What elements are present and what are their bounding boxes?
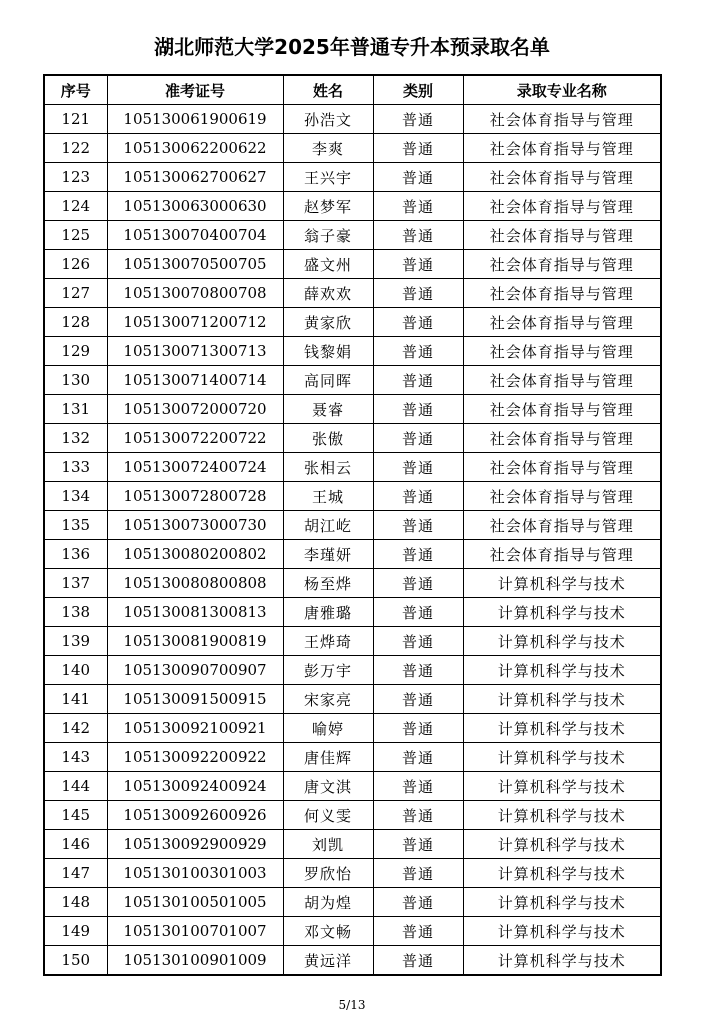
table-row — [44, 250, 661, 279]
cell-major: 计算机科学与技术 — [463, 830, 661, 859]
cell-name: 黄家欣 — [283, 308, 373, 337]
cell-seq: 137 — [44, 569, 107, 598]
cell-seq: 128 — [44, 308, 107, 337]
cell-category: 普通 — [373, 453, 463, 482]
table-row — [44, 453, 661, 482]
table-row — [44, 134, 661, 163]
cell-category: 普通 — [373, 395, 463, 424]
header-seq: 序号 — [44, 75, 107, 105]
cell-name: 赵梦军 — [283, 192, 373, 221]
cell-name: 王兴宇 — [283, 163, 373, 192]
table-row — [44, 627, 661, 656]
cell-major: 社会体育指导与管理 — [463, 337, 661, 366]
cell-seq: 146 — [44, 830, 107, 859]
cell-major: 计算机科学与技术 — [463, 859, 661, 888]
cell-category: 普通 — [373, 366, 463, 395]
cell-category: 普通 — [373, 424, 463, 453]
cell-name: 李瑾妍 — [283, 540, 373, 569]
cell-exam-id: 105130081900819 — [107, 627, 283, 656]
table-row — [44, 830, 661, 859]
table-row — [44, 105, 661, 134]
cell-exam-id: 105130100501005 — [107, 888, 283, 917]
cell-category: 普通 — [373, 830, 463, 859]
table-row — [44, 279, 661, 308]
table-row — [44, 917, 661, 946]
cell-name: 高同晖 — [283, 366, 373, 395]
table-row — [44, 888, 661, 917]
cell-exam-id: 105130070500705 — [107, 250, 283, 279]
cell-category: 普通 — [373, 105, 463, 134]
cell-exam-id: 105130071300713 — [107, 337, 283, 366]
cell-exam-id: 105130071400714 — [107, 366, 283, 395]
cell-seq: 141 — [44, 685, 107, 714]
cell-name: 黄远洋 — [283, 946, 373, 976]
table-row — [44, 337, 661, 366]
cell-major: 社会体育指导与管理 — [463, 192, 661, 221]
table-row — [44, 395, 661, 424]
cell-name: 钱黎娟 — [283, 337, 373, 366]
cell-name: 孙浩文 — [283, 105, 373, 134]
cell-name: 胡江屹 — [283, 511, 373, 540]
cell-exam-id: 105130063000630 — [107, 192, 283, 221]
cell-exam-id: 105130062700627 — [107, 163, 283, 192]
cell-exam-id: 105130062200622 — [107, 134, 283, 163]
cell-category: 普通 — [373, 743, 463, 772]
cell-exam-id: 105130090700907 — [107, 656, 283, 685]
cell-major: 社会体育指导与管理 — [463, 366, 661, 395]
table-row — [44, 801, 661, 830]
cell-seq: 126 — [44, 250, 107, 279]
cell-exam-id: 105130092600926 — [107, 801, 283, 830]
cell-category: 普通 — [373, 540, 463, 569]
cell-exam-id: 105130092100921 — [107, 714, 283, 743]
cell-name: 聂睿 — [283, 395, 373, 424]
cell-major: 社会体育指导与管理 — [463, 250, 661, 279]
cell-exam-id: 105130092900929 — [107, 830, 283, 859]
table-row — [44, 221, 661, 250]
cell-major: 计算机科学与技术 — [463, 569, 661, 598]
cell-major: 计算机科学与技术 — [463, 714, 661, 743]
table-row — [44, 511, 661, 540]
cell-seq: 136 — [44, 540, 107, 569]
cell-exam-id: 105130092200922 — [107, 743, 283, 772]
cell-category: 普通 — [373, 801, 463, 830]
cell-category: 普通 — [373, 192, 463, 221]
table-row — [44, 163, 661, 192]
table-row — [44, 743, 661, 772]
table-row — [44, 366, 661, 395]
admission-table — [43, 74, 662, 976]
cell-exam-id: 105130100901009 — [107, 946, 283, 976]
cell-name: 张相云 — [283, 453, 373, 482]
cell-name: 唐佳辉 — [283, 743, 373, 772]
cell-major: 社会体育指导与管理 — [463, 221, 661, 250]
cell-seq: 143 — [44, 743, 107, 772]
cell-seq: 132 — [44, 424, 107, 453]
header-name: 姓名 — [283, 75, 373, 105]
cell-major: 社会体育指导与管理 — [463, 453, 661, 482]
cell-category: 普通 — [373, 134, 463, 163]
cell-seq: 125 — [44, 221, 107, 250]
header-category: 类别 — [373, 75, 463, 105]
cell-category: 普通 — [373, 772, 463, 801]
document-title: 湖北师范大学2025年普通专升本预录取名单 — [154, 35, 550, 59]
cell-seq: 123 — [44, 163, 107, 192]
cell-name: 唐雅璐 — [283, 598, 373, 627]
cell-name: 罗欣怡 — [283, 859, 373, 888]
cell-major: 社会体育指导与管理 — [463, 134, 661, 163]
cell-name: 盛文州 — [283, 250, 373, 279]
cell-category: 普通 — [373, 482, 463, 511]
cell-exam-id: 105130100301003 — [107, 859, 283, 888]
cell-major: 社会体育指导与管理 — [463, 105, 661, 134]
cell-name: 喻婷 — [283, 714, 373, 743]
table-row — [44, 308, 661, 337]
cell-seq: 129 — [44, 337, 107, 366]
cell-major: 计算机科学与技术 — [463, 627, 661, 656]
cell-major: 计算机科学与技术 — [463, 685, 661, 714]
cell-category: 普通 — [373, 569, 463, 598]
cell-exam-id: 105130072400724 — [107, 453, 283, 482]
cell-seq: 133 — [44, 453, 107, 482]
cell-major: 社会体育指导与管理 — [463, 163, 661, 192]
table-row — [44, 192, 661, 221]
table-row — [44, 685, 661, 714]
table-row — [44, 598, 661, 627]
cell-seq: 131 — [44, 395, 107, 424]
cell-seq: 127 — [44, 279, 107, 308]
cell-seq: 145 — [44, 801, 107, 830]
cell-category: 普通 — [373, 714, 463, 743]
cell-exam-id: 105130073000730 — [107, 511, 283, 540]
cell-major: 计算机科学与技术 — [463, 917, 661, 946]
cell-major: 计算机科学与技术 — [463, 598, 661, 627]
cell-seq: 144 — [44, 772, 107, 801]
cell-major: 社会体育指导与管理 — [463, 482, 661, 511]
cell-name: 李爽 — [283, 134, 373, 163]
cell-major: 计算机科学与技术 — [463, 772, 661, 801]
cell-name: 胡为煌 — [283, 888, 373, 917]
cell-category: 普通 — [373, 656, 463, 685]
cell-exam-id: 105130080800808 — [107, 569, 283, 598]
cell-seq: 140 — [44, 656, 107, 685]
cell-exam-id: 105130081300813 — [107, 598, 283, 627]
cell-major: 社会体育指导与管理 — [463, 511, 661, 540]
cell-name: 宋家亮 — [283, 685, 373, 714]
cell-exam-id: 105130100701007 — [107, 917, 283, 946]
cell-exam-id: 105130071200712 — [107, 308, 283, 337]
table-row — [44, 656, 661, 685]
cell-seq: 121 — [44, 105, 107, 134]
cell-exam-id: 105130070400704 — [107, 221, 283, 250]
header-major: 录取专业名称 — [463, 75, 661, 105]
cell-major: 社会体育指导与管理 — [463, 424, 661, 453]
cell-category: 普通 — [373, 221, 463, 250]
cell-exam-id: 105130072800728 — [107, 482, 283, 511]
cell-name: 王烨琦 — [283, 627, 373, 656]
cell-category: 普通 — [373, 337, 463, 366]
table-row — [44, 569, 661, 598]
page-number: 5/13 — [338, 998, 366, 1012]
table-row — [44, 424, 661, 453]
cell-major: 计算机科学与技术 — [463, 946, 661, 976]
cell-seq: 149 — [44, 917, 107, 946]
header-exam-id: 准考证号 — [107, 75, 283, 105]
cell-category: 普通 — [373, 917, 463, 946]
cell-seq: 138 — [44, 598, 107, 627]
cell-name: 邓文畅 — [283, 917, 373, 946]
cell-exam-id: 105130091500915 — [107, 685, 283, 714]
cell-exam-id: 105130061900619 — [107, 105, 283, 134]
cell-seq: 148 — [44, 888, 107, 917]
cell-exam-id: 105130092400924 — [107, 772, 283, 801]
cell-category: 普通 — [373, 598, 463, 627]
cell-exam-id: 105130080200802 — [107, 540, 283, 569]
cell-category: 普通 — [373, 279, 463, 308]
cell-name: 薛欢欢 — [283, 279, 373, 308]
table-row — [44, 714, 661, 743]
cell-seq: 147 — [44, 859, 107, 888]
cell-name: 刘凯 — [283, 830, 373, 859]
cell-category: 普通 — [373, 308, 463, 337]
cell-seq: 124 — [44, 192, 107, 221]
cell-category: 普通 — [373, 946, 463, 976]
cell-major: 社会体育指导与管理 — [463, 395, 661, 424]
cell-exam-id: 105130070800708 — [107, 279, 283, 308]
cell-seq: 135 — [44, 511, 107, 540]
cell-seq: 130 — [44, 366, 107, 395]
cell-major: 计算机科学与技术 — [463, 656, 661, 685]
cell-name: 彭万宇 — [283, 656, 373, 685]
table-row — [44, 772, 661, 801]
cell-major: 社会体育指导与管理 — [463, 308, 661, 337]
cell-category: 普通 — [373, 685, 463, 714]
cell-category: 普通 — [373, 250, 463, 279]
table-body — [44, 105, 661, 976]
cell-name: 翁子豪 — [283, 221, 373, 250]
cell-major: 计算机科学与技术 — [463, 801, 661, 830]
cell-category: 普通 — [373, 888, 463, 917]
table-row — [44, 946, 661, 976]
cell-exam-id: 105130072200722 — [107, 424, 283, 453]
cell-name: 杨至烨 — [283, 569, 373, 598]
cell-category: 普通 — [373, 163, 463, 192]
cell-category: 普通 — [373, 859, 463, 888]
cell-major: 社会体育指导与管理 — [463, 279, 661, 308]
table-row — [44, 482, 661, 511]
cell-major: 社会体育指导与管理 — [463, 540, 661, 569]
cell-seq: 150 — [44, 946, 107, 976]
cell-exam-id: 105130072000720 — [107, 395, 283, 424]
table-row — [44, 540, 661, 569]
cell-seq: 122 — [44, 134, 107, 163]
table-row — [44, 859, 661, 888]
cell-name: 唐文淇 — [283, 772, 373, 801]
cell-major: 计算机科学与技术 — [463, 743, 661, 772]
cell-seq: 134 — [44, 482, 107, 511]
cell-name: 张傲 — [283, 424, 373, 453]
cell-name: 王城 — [283, 482, 373, 511]
cell-seq: 142 — [44, 714, 107, 743]
cell-name: 何义雯 — [283, 801, 373, 830]
cell-category: 普通 — [373, 627, 463, 656]
table-header-row — [44, 75, 661, 105]
cell-category: 普通 — [373, 511, 463, 540]
cell-major: 计算机科学与技术 — [463, 888, 661, 917]
cell-seq: 139 — [44, 627, 107, 656]
